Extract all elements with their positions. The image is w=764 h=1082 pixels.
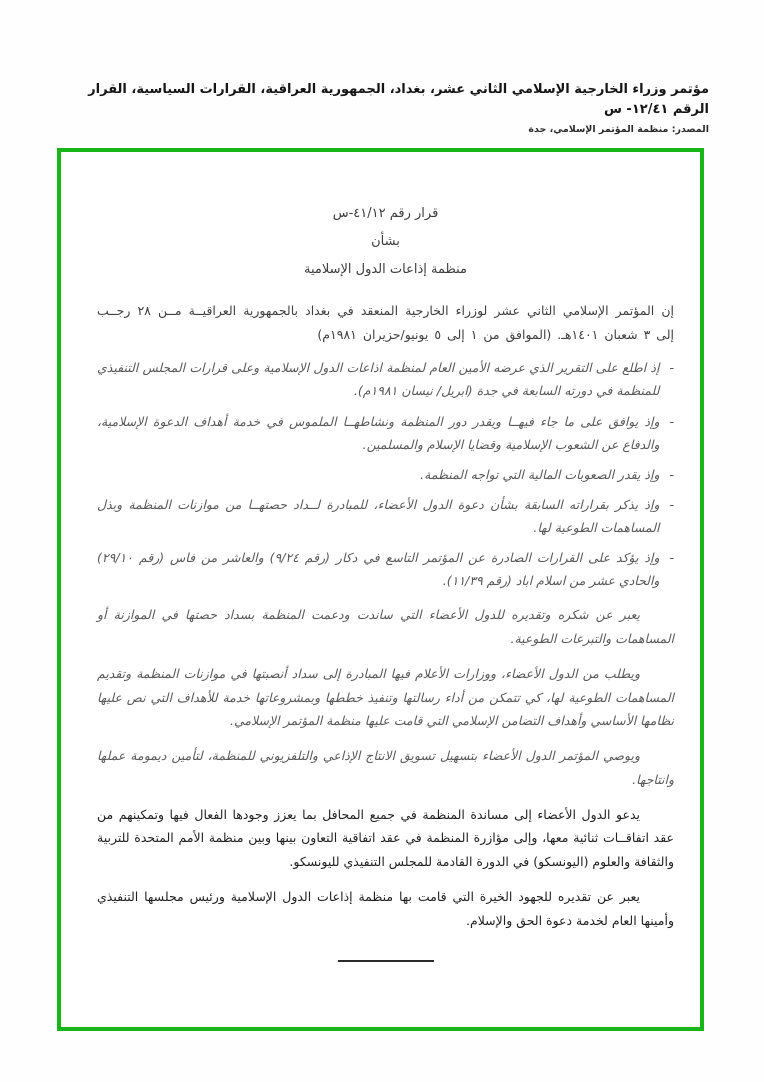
document-content bbox=[61, 152, 700, 962]
clause-text: وإذ يؤكد على القرارات الصادرة عن المؤتمر التاسع في دكار (رقم ٩/٢٤) والعاشر من فاس (رقم ٢٩/١٠) والحادي عشر من اسلام اباد (رقم ١١/٣٩). bbox=[97, 550, 660, 589]
clause-dash-icon: - bbox=[669, 550, 674, 566]
clause-item bbox=[97, 356, 674, 402]
clause-text: وإذ يوافق على ما جاء فيهــا ويقدر دور المنظمة ونشاطهــا الملموس في خدمة أهداف الدعوة الإسلامية، والدفاع عن الشعوب الإسلامية وقضايا الإسلام والمسلمين. bbox=[97, 413, 660, 452]
operative-paragraph: ويوصي المؤتمر الدول الأعضاء بتسهيل تسويق الانتاج الإذاعي والتلفزيوني للمنظمة، لتأمين ديمومة عملها وانتاجها. bbox=[97, 748, 674, 787]
clause-dash-icon: - bbox=[669, 413, 674, 429]
clause-item bbox=[97, 493, 674, 539]
operative-paragraph: يعبر عن شكره وتقديره للدول الأعضاء التي ساندت ودعمت المنظمة بسداد حصتها في الموازنة أو المساهمات والتبرعات الطوعية. bbox=[97, 607, 674, 647]
page-header bbox=[50, 80, 709, 135]
clause-item bbox=[97, 463, 674, 486]
clause-text: وإذ يذكر بقراراته السابقة بشأن دعوة الدول الأعضاء، للمبادرة لــداد حصتهــا من موازنات المنظمة وبذل المساهمات الطوعية لها. bbox=[97, 496, 660, 536]
clause-dash-icon: - bbox=[669, 496, 674, 512]
end-rule-divider bbox=[338, 960, 434, 962]
regarding-label: بشأن bbox=[371, 233, 400, 249]
clause-item bbox=[97, 546, 674, 592]
clause-text: إذ اطلع على التقرير الذي عرضه الأمين العام لمنظمة اذاعات الدول الإسلامية وعلى قرارات المجلس التنفيذي للمنظمة في دورته السابعة في جدة (ابريل/ نيسان ١٩٨١م). bbox=[97, 360, 660, 399]
resolution-subject: منظمة إذاعات الدول الإسلامية bbox=[303, 261, 468, 277]
document-frame bbox=[57, 148, 704, 1031]
header-source: المصدر: منظمة المؤتمر الإسلامي، جدة bbox=[528, 124, 709, 135]
operative-paragraph: يدعو الدول الأعضاء إلى مساندة المنظمة في جميع المحافل بما يعزز وجودها الفعال فيها وتمكينهم من عقد اتفاقــات ثنائية معها، وإلى مؤازرة المنظمة في عقد اتفاقية التعاون بينها وبين منظمة الأمم المتحدة للتربية والثقافة والعلوم (اليونسكو) في الدورة القادمة للمجلس التنفيذي لليونسكو. bbox=[97, 806, 674, 870]
clause-item bbox=[97, 410, 674, 456]
clause-dash-icon: - bbox=[669, 466, 674, 482]
resolution-number: قرار رقم ٤١/١٢-س bbox=[332, 206, 439, 221]
clause-text: وإذ يقدر الصعوبات المالية التي تواجه المنظمة. bbox=[420, 466, 660, 482]
preamble-paragraph: إن المؤتمر الإسلامي الثاني عشر لوزراء الخارجية المنعقد في بغداد بالجمهورية العراقيــة مــن ٢٨ رجــب إلى ٣ شعبان ١٤٠١هـ. (الموافق من ١ إلى ٥ يونيو/حزيران ١٩٨١م) bbox=[97, 302, 674, 342]
operative-paragraph: يعبر عن تقديره للجهود الخيرة التي قامت بها منظمة إذاعات الدول الإسلامية ورئيس مجلسها التنفيذي وأمينها العام لخدمة دعوة الحق والإسلام. bbox=[97, 888, 674, 928]
clause-dash-icon: - bbox=[669, 360, 674, 376]
operative-paragraph: ويطلب من الدول الأعضاء، ووزارات الأعلام فيها المبادرة إلى سداد أنصبتها في موازنات المنظمة وتقديم المساهمات الطوعية لها، كي تتمكن من أداء رسالتها وتنفيذ خططها وبمشروعاتها خدمة للأهداف التي نص عليها نظامها الأساسي وأهداف التضامن الإسلامي التي قامت عليها منظمة المؤتمر الإسلامي. bbox=[97, 665, 674, 729]
header-title: مؤتمر وزراء الخارجية الإسلامي الثاني عشر، بغداد، الجمهورية العراقية، القرارات السياسية، القرار الرقم ١٢/٤١- س bbox=[88, 82, 709, 117]
